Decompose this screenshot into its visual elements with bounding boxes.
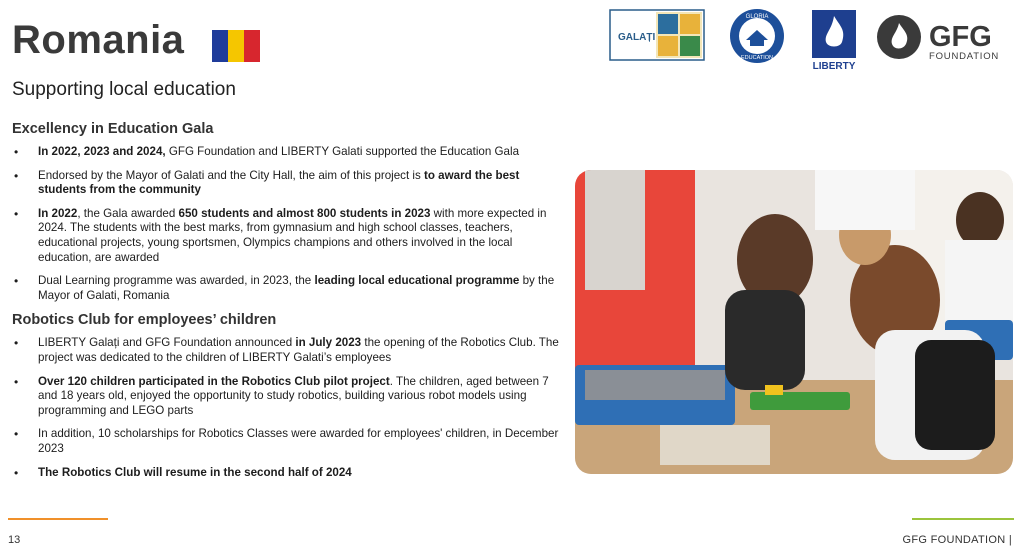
list-item: • In 2022, 2023 and 2024, GFG Foundation and LIBERTY Galati supported the Education Gala: [12, 145, 560, 160]
gfg-logo-sub: FOUNDATION: [929, 51, 1000, 62]
footer-accent-left: [8, 518, 108, 520]
section-heading-robotics: Robotics Club for employees’ children: [12, 312, 277, 329]
list-item: • Over 120 children participated in the Robotics Club pilot project. The children, aged between 7 and 18 years old, enjoyed the opportunity to study robotics, building various robot models using programming and LEGO parts: [12, 375, 560, 419]
partner-logos: [600, 6, 1020, 74]
liberty-logo-text: LIBERTY: [812, 61, 856, 72]
page-title: Romania: [12, 18, 185, 62]
list-item: • In addition, 10 scholarships for Robotics Classes were awarded for employees' children, in December 2023: [12, 427, 560, 456]
page-number: 13: [8, 534, 21, 546]
gloria-logo-bottom: EDUCATION: [741, 55, 773, 61]
footer-accent-right: [912, 518, 1014, 520]
liberty-logo: [812, 10, 856, 72]
gfg-logo-text: GFG: [929, 21, 992, 53]
list-item: • Endorsed by the Mayor of Galati and the City Hall, the aim of this project is to award the best students from the community: [12, 169, 560, 198]
list-item: • LIBERTY Galați and GFG Foundation announced in July 2023 the opening of the Robotics Club. The project was dedicated to the children of LIBERTY Galati’s employees: [12, 336, 560, 365]
gala-bullet-list: [12, 145, 560, 303]
romania-flag-icon: [212, 30, 260, 62]
list-item: • Dual Learning programme was awarded, in 2023, the leading local educational programme by the Mayor of Galati, Romania: [12, 274, 560, 303]
footer-brand: GFG FOUNDATION |: [902, 534, 1012, 546]
gloria-education-logo: [730, 9, 784, 63]
list-item: • In 2022, the Gala awarded 650 students and almost 800 students in 2023 with more expected in 2024. The students with the best marks, from gymnasium and high school classes, teachers, educational projects, young sportsmen, Olympics champions and others involved in the local education, are awarded: [12, 207, 560, 265]
robotics-class-photo: [575, 170, 1013, 474]
gfg-foundation-logo: [877, 15, 999, 62]
page-subtitle: Supporting local education: [12, 79, 236, 100]
galati-logo-text: GALAȚI: [618, 32, 656, 43]
section-heading-gala: Excellency in Education Gala: [12, 121, 214, 137]
robotics-bullet-list: [12, 336, 560, 480]
galati-logo: [610, 10, 704, 60]
list-item: • The Robotics Club will resume in the second half of 2024: [12, 466, 560, 481]
main-content: [12, 121, 560, 489]
gloria-logo-top: GLORIA: [745, 14, 769, 20]
